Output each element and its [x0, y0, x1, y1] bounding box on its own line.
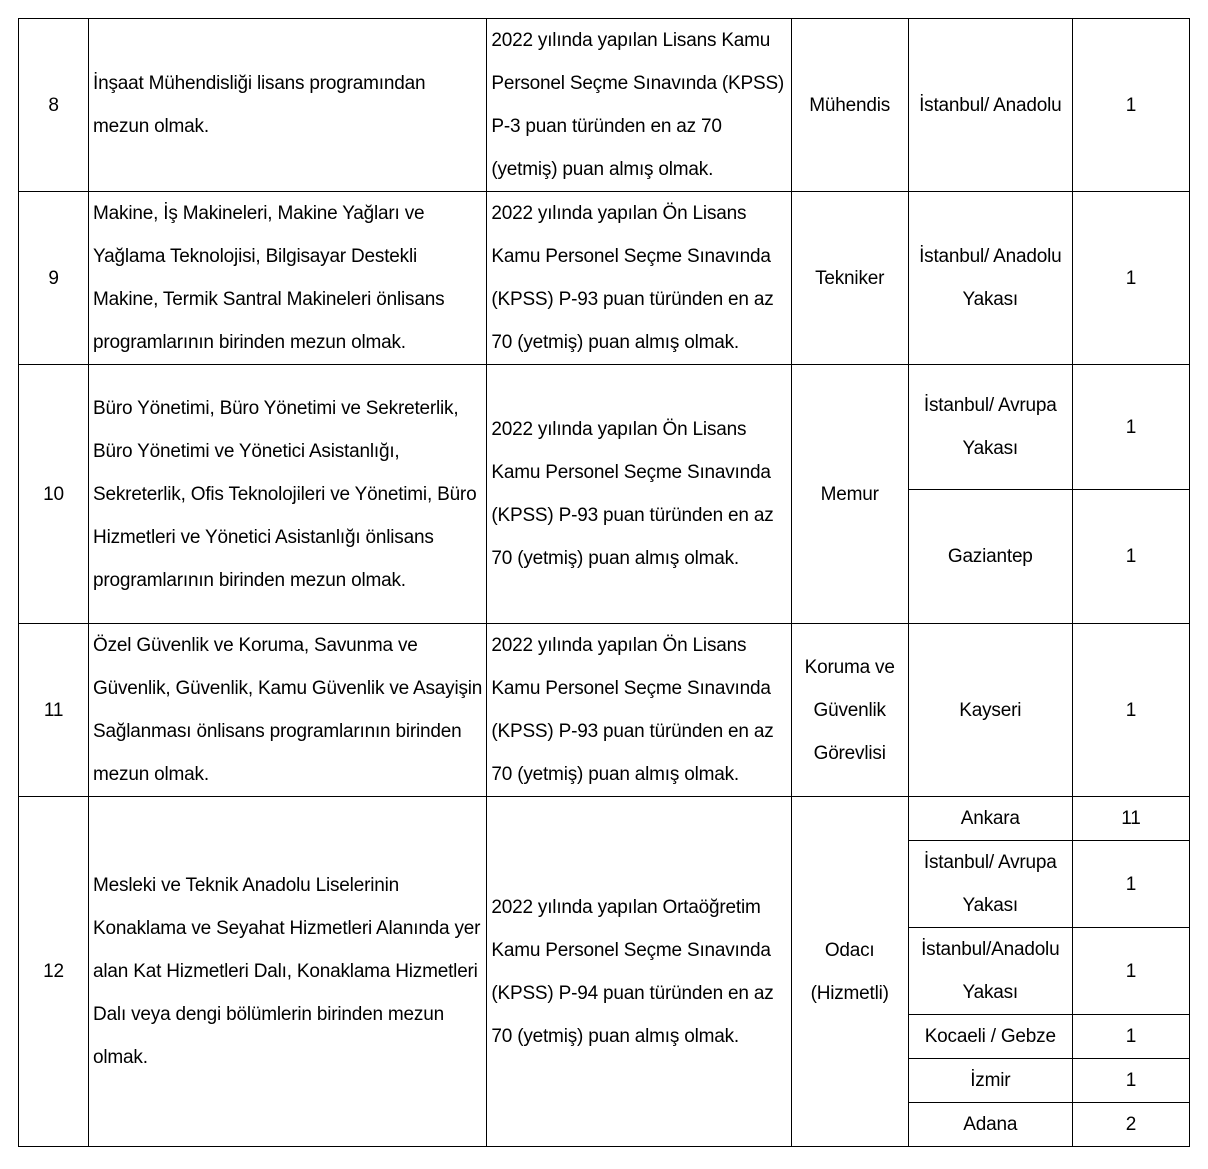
- location-cell: İstanbul/ Avrupa Yakası: [908, 365, 1072, 490]
- count-cell: 11: [1072, 797, 1189, 841]
- location-cell: Adana: [908, 1103, 1072, 1147]
- exam-cell: 2022 yılında yapılan Ön Lisans Kamu Personel Seçme Sınavında (KPSS) P-93 puan türünden en az 70 (yetmiş) puan almış olmak.: [487, 624, 791, 797]
- location-cell: İstanbul/Anadolu Yakası: [908, 928, 1072, 1015]
- row-number: 12: [19, 797, 89, 1147]
- location-cell: İstanbul/ Avrupa Yakası: [908, 841, 1072, 928]
- location-cell: İzmir: [908, 1059, 1072, 1103]
- table-row: [19, 797, 1190, 841]
- title-cell: Mühendis: [791, 19, 908, 192]
- table-row: [19, 192, 1190, 365]
- exam-cell: 2022 yılında yapılan Ön Lisans Kamu Personel Seçme Sınavında (KPSS) P-93 puan türünden en az 70 (yetmiş) puan almış olmak.: [487, 192, 791, 365]
- requirement-cell: Özel Güvenlik ve Koruma, Savunma ve Güvenlik, Güvenlik, Kamu Güvenlik ve Asayişin Sağlanması önlisans programlarının birinden mezun olmak.: [89, 624, 487, 797]
- title-cell: Memur: [791, 365, 908, 624]
- row-number: 8: [19, 19, 89, 192]
- title-cell: Koruma ve Güvenlik Görevlisi: [791, 624, 908, 797]
- table-row: [19, 365, 1190, 490]
- count-cell: 1: [1072, 624, 1189, 797]
- count-cell: 1: [1072, 841, 1189, 928]
- document-page: [18, 18, 1190, 1147]
- location-cell: Kayseri: [908, 624, 1072, 797]
- count-cell: 1: [1072, 490, 1189, 624]
- requirement-cell: Makine, İş Makineleri, Makine Yağları ve Yağlama Teknolojisi, Bilgisayar Destekli Makine, Termik Santral Makineleri önlisans programlarının birinden mezun olmak.: [89, 192, 487, 365]
- count-cell: 1: [1072, 365, 1189, 490]
- count-cell: 1: [1072, 928, 1189, 1015]
- exam-cell: 2022 yılında yapılan Ön Lisans Kamu Personel Seçme Sınavında (KPSS) P-93 puan türünden en az 70 (yetmiş) puan almış olmak.: [487, 365, 791, 624]
- requirement-cell: İnşaat Mühendisliği lisans programından mezun olmak.: [89, 19, 487, 192]
- row-number: 9: [19, 192, 89, 365]
- location-cell: İstanbul/ Anadolu Yakası: [908, 192, 1072, 365]
- exam-cell: 2022 yılında yapılan Lisans Kamu Personel Seçme Sınavında (KPSS) P-3 puan türünden en az 70 (yetmiş) puan almış olmak.: [487, 19, 791, 192]
- location-cell: İstanbul/ Anadolu: [908, 19, 1072, 192]
- count-cell: 1: [1072, 1015, 1189, 1059]
- row-number: 10: [19, 365, 89, 624]
- count-cell: 1: [1072, 192, 1189, 365]
- location-cell: Gaziantep: [908, 490, 1072, 624]
- title-cell: Odacı (Hizmetli): [791, 797, 908, 1147]
- row-number: 11: [19, 624, 89, 797]
- count-cell: 1: [1072, 1059, 1189, 1103]
- location-cell: Kocaeli / Gebze: [908, 1015, 1072, 1059]
- requirement-cell: Mesleki ve Teknik Anadolu Liselerinin Konaklama ve Seyahat Hizmetleri Alanında yer alan Kat Hizmetleri Dalı, Konaklama Hizmetleri Dalı veya dengi bölümlerin birinden mezun olmak.: [89, 797, 487, 1147]
- count-cell: 1: [1072, 19, 1189, 192]
- location-cell: Ankara: [908, 797, 1072, 841]
- table-row: [19, 624, 1190, 797]
- title-cell: Tekniker: [791, 192, 908, 365]
- requirement-cell: Büro Yönetimi, Büro Yönetimi ve Sekreterlik, Büro Yönetimi ve Yönetici Asistanlığı, Sekreterlik, Ofis Teknolojileri ve Yönetimi, Büro Hizmetleri ve Yönetici Asistanlığı önlisans programlarının birinden mezun olmak.: [89, 365, 487, 624]
- positions-table: [18, 18, 1190, 1147]
- count-cell: 2: [1072, 1103, 1189, 1147]
- exam-cell: 2022 yılında yapılan Ortaöğretim Kamu Personel Seçme Sınavında (KPSS) P-94 puan türünden en az 70 (yetmiş) puan almış olmak.: [487, 797, 791, 1147]
- table-row: [19, 19, 1190, 192]
